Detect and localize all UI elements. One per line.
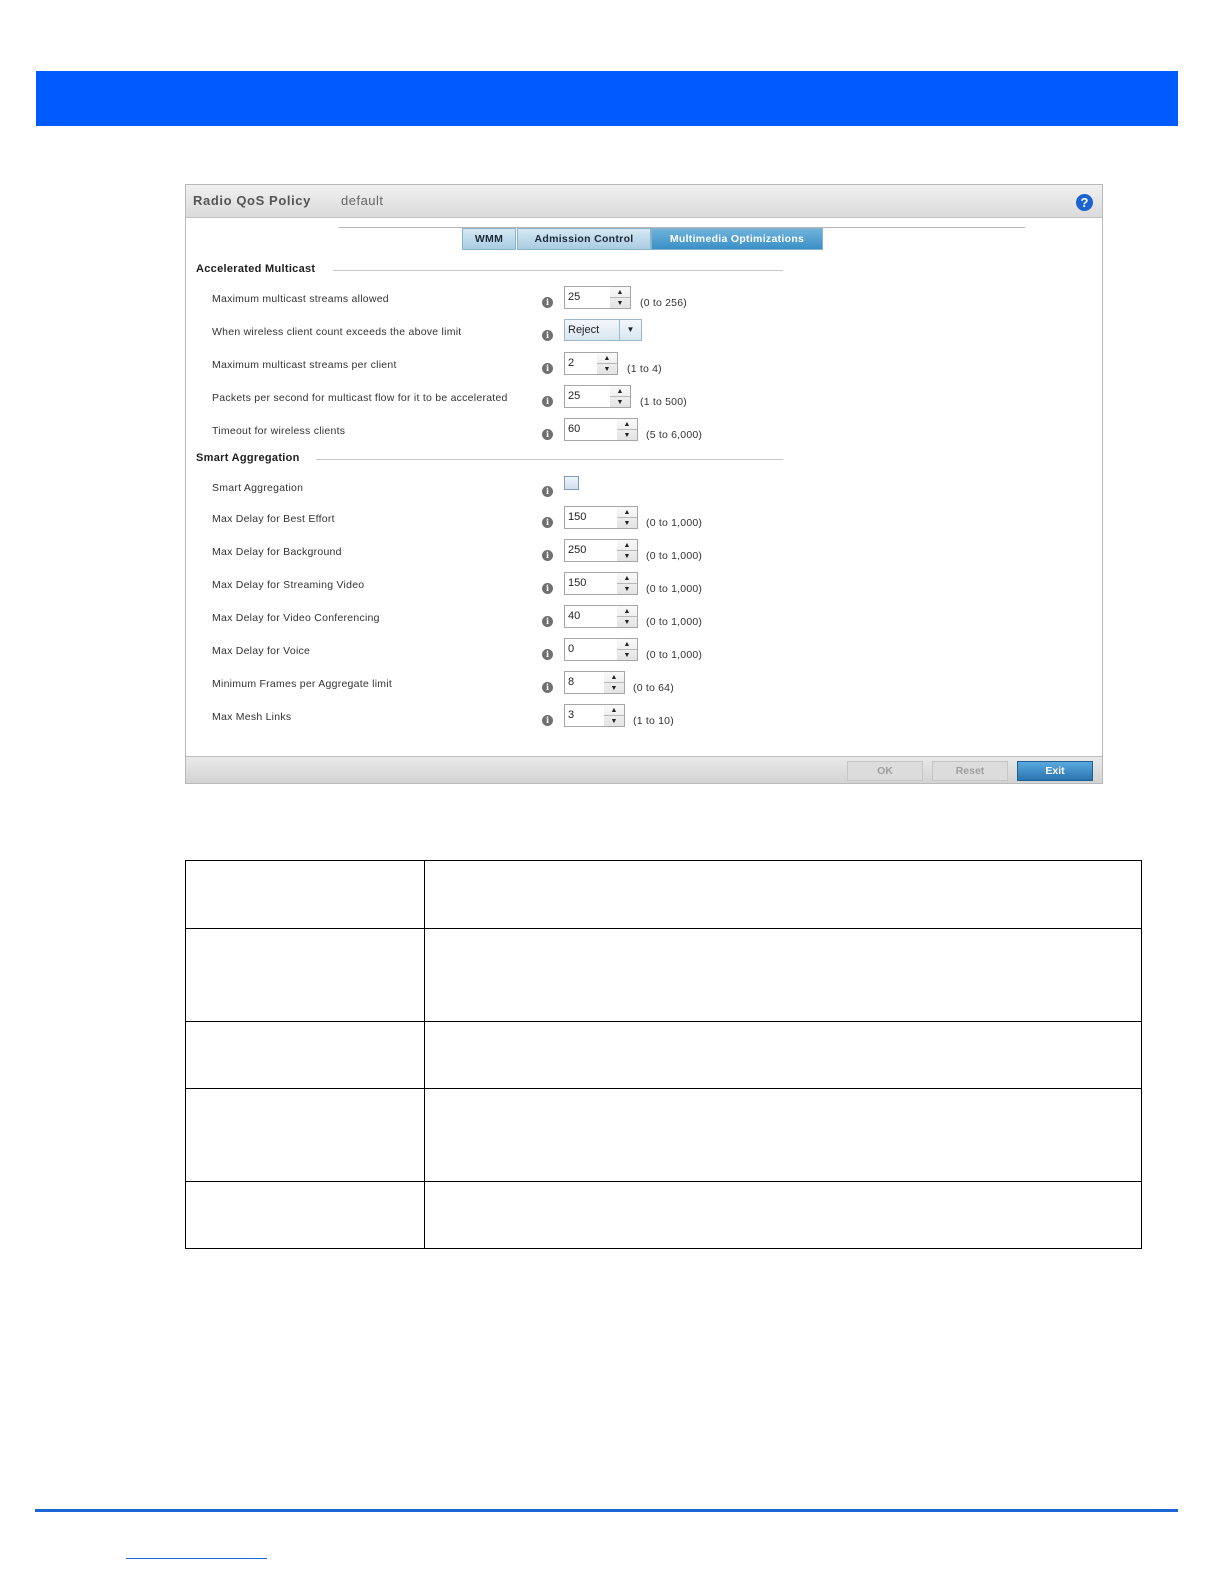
streaming-video-input[interactable]: 150	[564, 572, 618, 595]
spinner-buttons	[617, 605, 638, 628]
table-cell	[186, 1022, 425, 1089]
field-packets-per-second	[186, 388, 1102, 416]
spin-down-icon[interactable]: ▼	[623, 553, 631, 560]
spin-up-icon[interactable]: ▲	[597, 353, 617, 364]
smart-aggregation-checkbox[interactable]	[564, 476, 579, 490]
mesh-links-input[interactable]: 3	[564, 704, 605, 727]
info-icon[interactable]: i	[542, 616, 553, 627]
table-cell	[186, 929, 425, 1022]
field-label: Max Mesh Links	[212, 711, 292, 723]
field-label: Timeout for wireless clients	[212, 425, 346, 437]
table-row	[186, 1022, 1142, 1089]
table-row	[186, 861, 1142, 929]
best-effort-input[interactable]: 150	[564, 506, 618, 529]
spin-up-icon[interactable]: ▲	[604, 705, 624, 716]
table-cell	[425, 1182, 1142, 1249]
spin-down-icon[interactable]: ▼	[603, 366, 611, 373]
parameter-description-table	[185, 860, 1142, 1249]
field-label: Max Delay for Streaming Video	[212, 579, 365, 591]
spinner-buttons	[604, 671, 625, 694]
spinner-buttons	[604, 704, 625, 727]
field-label: When wireless client count exceeds the above limit	[212, 326, 462, 338]
chevron-down-icon[interactable]: ▼	[619, 320, 641, 340]
dialog-title: Radio QoS Policy	[193, 193, 311, 208]
info-icon[interactable]: i	[542, 396, 553, 407]
spin-up-icon[interactable]: ▲	[610, 386, 630, 397]
spinner-buttons	[617, 418, 638, 441]
table-cell	[425, 1089, 1142, 1182]
policy-name: default	[341, 193, 384, 208]
field-max-delay-best-effort	[186, 509, 1102, 537]
range-hint: (5 to 6,000)	[646, 429, 703, 441]
tab-multimedia-optimizations[interactable]: Multimedia Optimizations	[651, 228, 823, 250]
field-max-delay-background	[186, 542, 1102, 570]
field-streams-per-client	[186, 355, 1102, 383]
range-hint: (0 to 1,000)	[646, 550, 703, 562]
streams-per-client-input[interactable]: 2	[564, 352, 598, 375]
top-banner	[36, 71, 1178, 126]
info-icon[interactable]: i	[542, 429, 553, 440]
field-timeout-wireless-clients	[186, 421, 1102, 449]
spin-down-icon[interactable]: ▼	[616, 399, 624, 406]
field-label: Max Delay for Video Conferencing	[212, 612, 380, 624]
question-mark-icon[interactable]: ?	[1076, 194, 1093, 211]
info-icon[interactable]: i	[542, 649, 553, 660]
exit-button[interactable]: Exit	[1017, 761, 1093, 781]
range-hint: (0 to 1,000)	[646, 517, 703, 529]
section-divider	[316, 459, 783, 460]
field-label: Max Delay for Best Effort	[212, 513, 335, 525]
page-footer-rule	[35, 1509, 1178, 1512]
table-cell	[425, 861, 1142, 929]
range-hint: (0 to 1,000)	[646, 616, 703, 628]
table-row	[186, 929, 1142, 1022]
spin-up-icon[interactable]: ▲	[617, 507, 637, 518]
section-title-smart-aggregation: Smart Aggregation	[196, 452, 300, 464]
packets-per-second-input[interactable]: 25	[564, 385, 611, 408]
spinner-buttons	[610, 385, 631, 408]
tab-wmm[interactable]: WMM	[462, 228, 516, 250]
select-value: Reject	[568, 324, 600, 336]
field-min-frames-per-aggregate	[186, 674, 1102, 702]
video-conferencing-input[interactable]: 40	[564, 605, 618, 628]
tab-admission-control[interactable]: Admission Control	[517, 228, 651, 250]
section-title-accelerated-multicast: Accelerated Multicast	[196, 263, 316, 275]
spin-up-icon[interactable]: ▲	[617, 639, 637, 650]
table-cell	[186, 1182, 425, 1249]
spin-down-icon[interactable]: ▼	[623, 586, 631, 593]
spinner-buttons	[617, 572, 638, 595]
spinner-buttons	[617, 638, 638, 661]
field-max-delay-video-conferencing	[186, 608, 1102, 636]
spinner-buttons	[597, 352, 618, 375]
spin-up-icon[interactable]: ▲	[610, 287, 630, 298]
spin-up-icon[interactable]: ▲	[617, 573, 637, 584]
field-max-delay-voice	[186, 641, 1102, 669]
spin-down-icon[interactable]: ▼	[623, 432, 631, 439]
field-label: Max Delay for Voice	[212, 645, 311, 657]
table-cell	[425, 929, 1142, 1022]
info-icon[interactable]: i	[542, 682, 553, 693]
section-divider	[333, 270, 783, 271]
range-hint: (0 to 256)	[640, 297, 687, 309]
field-max-multicast-streams	[186, 289, 1102, 317]
field-smart-aggregation	[186, 482, 1102, 506]
spin-down-icon[interactable]: ▼	[616, 300, 624, 307]
spin-up-icon[interactable]: ▲	[617, 540, 637, 551]
max-multicast-streams-input[interactable]: 25	[564, 286, 611, 309]
field-label: Maximum multicast streams allowed	[212, 293, 389, 305]
range-hint: (1 to 500)	[640, 396, 687, 408]
info-icon[interactable]: i	[542, 486, 553, 497]
spin-down-icon[interactable]: ▼	[610, 718, 618, 725]
range-hint: (0 to 1,000)	[646, 583, 703, 595]
table-row	[186, 1182, 1142, 1249]
field-max-delay-streaming-video	[186, 575, 1102, 603]
spin-down-icon[interactable]: ▼	[623, 619, 631, 626]
background-input[interactable]: 250	[564, 539, 618, 562]
field-max-mesh-links	[186, 707, 1102, 735]
reset-button[interactable]: Reset	[932, 761, 1008, 781]
field-label: Packets per second for multicast flow for it to be accelerated	[212, 392, 508, 404]
spin-down-icon[interactable]: ▼	[610, 685, 618, 692]
info-icon[interactable]: i	[542, 550, 553, 561]
range-hint: (0 to 64)	[633, 682, 674, 694]
dialog-footer	[186, 756, 1102, 783]
ok-button[interactable]: OK	[847, 761, 923, 781]
timeout-input[interactable]: 60	[564, 418, 618, 441]
field-client-count-exceeds	[186, 326, 1102, 350]
spin-up-icon[interactable]: ▲	[617, 606, 637, 617]
info-icon[interactable]: i	[542, 517, 553, 528]
info-icon[interactable]: i	[542, 583, 553, 594]
spinner-buttons	[610, 286, 631, 309]
voice-input[interactable]: 0	[564, 638, 618, 661]
info-icon[interactable]: i	[542, 330, 553, 341]
table-cell	[425, 1022, 1142, 1089]
min-frames-input[interactable]: 8	[564, 671, 605, 694]
info-icon[interactable]: i	[542, 715, 553, 726]
table-row	[186, 1089, 1142, 1182]
field-label: Smart Aggregation	[212, 482, 304, 494]
spinner-buttons	[617, 506, 638, 529]
radio-qos-policy-dialog	[185, 184, 1103, 784]
table-cell	[186, 1089, 425, 1182]
dialog-header	[186, 185, 1102, 218]
table-cell	[186, 861, 425, 929]
info-icon[interactable]: i	[542, 363, 553, 374]
range-hint: (1 to 4)	[627, 363, 662, 375]
field-label: Max Delay for Background	[212, 546, 342, 558]
spin-up-icon[interactable]: ▲	[617, 419, 637, 430]
spin-down-icon[interactable]: ▼	[623, 652, 631, 659]
footer-link-underline[interactable]	[126, 1558, 267, 1559]
range-hint: (1 to 10)	[633, 715, 674, 727]
field-label: Maximum multicast streams per client	[212, 359, 397, 371]
info-icon[interactable]: i	[542, 297, 553, 308]
spin-down-icon[interactable]: ▼	[623, 520, 631, 527]
spin-up-icon[interactable]: ▲	[604, 672, 624, 683]
range-hint: (0 to 1,000)	[646, 649, 703, 661]
client-exceeds-select[interactable]	[564, 319, 642, 341]
spinner-buttons	[617, 539, 638, 562]
field-label: Minimum Frames per Aggregate limit	[212, 678, 393, 690]
